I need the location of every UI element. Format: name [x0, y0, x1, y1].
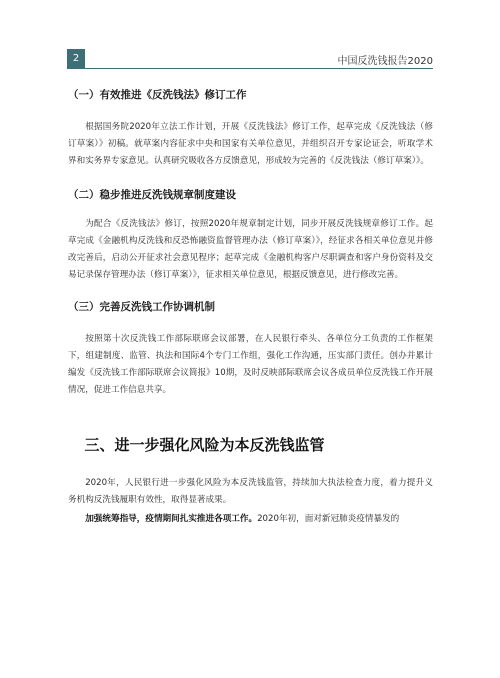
subsection-heading-3: （三）完善反洗钱工作协调机制: [68, 301, 215, 313]
page-header: [67, 49, 433, 69]
subsection-heading-2: （二）稳步推进反洗钱规章制度建设: [68, 189, 236, 201]
paragraph-lead: 加强统筹指导，疫情期间扎实推进各项工作。: [85, 514, 258, 524]
header-rule: [85, 68, 433, 69]
section-paragraph-2: [68, 511, 433, 528]
paragraph-text: 2020年初，面对新冠肺炎疫情暴发的: [257, 514, 400, 524]
subsection-paragraph-1: 根据国务院2020年立法工作计划，开展《反洗钱法》修订工作，起草完成《反洗钱法（修订草案）》初稿。就草案内容征求中央和国家有关单位意见，并组织召开专家论证会，听取学术界和实务界专家意见。认真研究吸收各方反馈意见，形成较为完善的《反洗钱法（修订草案）》。: [68, 122, 433, 166]
page-content: [68, 80, 433, 528]
section-paragraph-1: 2020年，人民银行进一步强化风险为本反洗钱监管，持续加大执法检查力度，着力提升义务机构反洗钱履职有效性，取得显著成果。: [68, 478, 433, 505]
subsection-heading-1: （一）有效推进《反洗钱法》修订工作: [68, 89, 247, 101]
section-heading: 三、进一步强化风险为本反洗钱监管: [84, 436, 325, 454]
subsection-paragraph-3: 按照第十次反洗钱工作部际联席会议部署，在人民银行牵头、各单位分工负责的工作框架下，组建制度、监管、执法和国际4个专门工作组，强化工作沟通，压实部门责任。创办并累计编发《反洗钱工作部际联席会议简报》10期，及时反映部际联席会议各成员单位反洗钱工作开展情况，促进工作信息共享。: [68, 334, 433, 395]
page-number: 2: [67, 49, 85, 69]
running-title: 中国反洗钱报告2020: [337, 56, 433, 67]
subsection-paragraph-2: 为配合《反洗钱法》修订，按照2020年规章制定计划，同步开展反洗钱规章修订工作。起草完成《金融机构反洗钱和反恐怖融资监督管理办法（修订草案）》，经征求各相关单位意见并修改完善后，启动公开征求社会意见程序；起草完成《金融机构客户尽职调查和客户身份资料及交易记录保存管理办法（修订草案）》，征求相关单位意见，根据反馈意见，进行修改完善。: [68, 219, 433, 280]
